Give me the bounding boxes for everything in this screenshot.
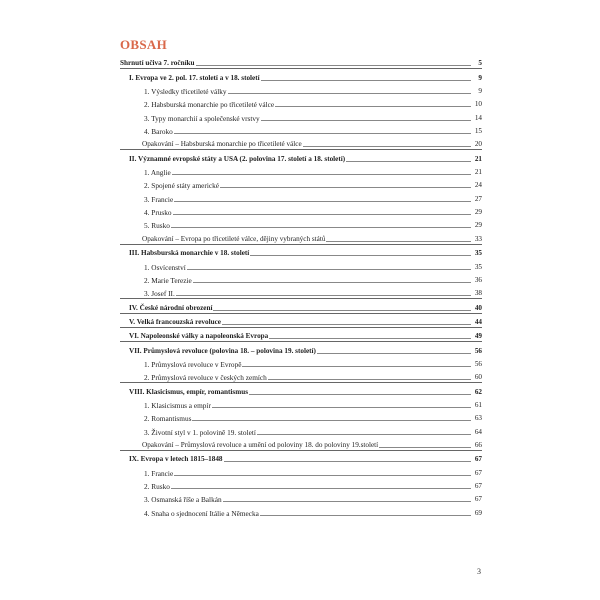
toc-entry: [120, 450, 482, 464]
leader-line: [250, 254, 471, 256]
toc-entry-label: 1. Anglie: [144, 168, 171, 178]
leader-line: [346, 160, 471, 162]
leader-line: [172, 173, 471, 175]
leader-line: [174, 474, 471, 476]
leader-line: [174, 132, 471, 134]
toc-entry-page: 67: [474, 495, 482, 504]
toc-entry-label: 1. Výsledky třicetileté války: [144, 87, 227, 97]
leader-line: [326, 240, 471, 242]
leader-line: [275, 105, 471, 107]
toc-entry-page: 24: [474, 181, 482, 190]
toc-entry-page: 33: [474, 234, 482, 243]
leader-line: [317, 352, 471, 354]
toc-entry-page: 21: [474, 154, 482, 163]
toc-entry-page: 21: [474, 168, 482, 177]
toc-entry-page: 66: [474, 440, 482, 449]
toc-entry: [120, 244, 482, 258]
toc-entry: [120, 397, 482, 410]
toc-entry-page: 20: [474, 140, 482, 149]
leader-line: [261, 79, 471, 81]
toc-entry-page: 10: [474, 100, 482, 109]
leader-line: [224, 460, 471, 462]
leader-line: [192, 419, 471, 421]
toc-entry-page: 35: [474, 262, 482, 271]
leader-line: [212, 406, 471, 408]
toc-entry-page: 56: [474, 359, 482, 368]
toc-entry-label: 3. Životní styl v 1. polovině 19. století: [144, 427, 256, 437]
leader-line: [261, 119, 471, 121]
toc-entry: [120, 437, 482, 450]
toc-entry-label: 1. Francie: [144, 468, 174, 478]
toc-entry-page: 14: [474, 113, 482, 122]
toc-entry-label: 3. Typy monarchií a společenské vrstvy: [144, 113, 260, 123]
leader-line: [173, 213, 471, 215]
toc-entry: [120, 327, 482, 341]
page-title: OBSAH: [120, 37, 168, 52]
toc-entry-label: II. Významné evropské státy a USA (2. polovina 17. století a 18. století): [129, 154, 346, 163]
toc-entry-label: Opakování – Evropa po třicetileté válce, dějiny vybraných států: [142, 234, 326, 243]
toc-entry-label: 1. Průmyslová revoluce v Evropě: [144, 359, 242, 369]
leader-line: [379, 446, 471, 448]
toc-entry-page: 67: [474, 468, 482, 477]
toc-entry-label: VII. Průmyslová revoluce (polovina 18. – polovina 19. století): [129, 346, 316, 355]
toc-entry: [120, 341, 482, 355]
toc-entry-label: Opakování – Habsburská monarchie po třicetileté válce: [142, 140, 302, 149]
leader-line: [220, 186, 471, 188]
toc-entry-label: VIII. Klasicismus, empír, romantismus: [129, 387, 249, 396]
toc-entry: [120, 230, 482, 243]
toc-entry-page: 67: [474, 482, 482, 490]
toc-entry-label: 2. Spojené státy americké: [144, 181, 219, 191]
toc-entry: [120, 298, 482, 312]
toc-entry-label: 4. Prusko: [144, 208, 172, 218]
toc-entry: [120, 285, 482, 298]
page-number: 3: [477, 567, 481, 576]
toc-entry-label: 2. Marie Terezie: [144, 275, 192, 285]
toc-entry-label: IV. České národní obrození: [129, 303, 213, 312]
leader-line: [171, 226, 471, 228]
toc-entry: [120, 204, 482, 217]
toc-entry: [120, 149, 482, 163]
leader-line: [213, 309, 471, 311]
toc-entry-page: 62: [474, 387, 482, 396]
leader-line: [222, 323, 471, 325]
toc-entry-label: Opakování – Průmyslová revoluce a umění od poloviny 18. do poloviny 19.století: [142, 440, 379, 449]
toc-entry: [120, 83, 482, 96]
toc-entry-label: VI. Napoleonské války a napoleonská Evropa: [129, 332, 269, 341]
toc-entry: [120, 369, 482, 382]
leader-line: [228, 92, 471, 94]
leader-line: [196, 64, 471, 66]
leader-line: [193, 281, 471, 283]
leader-line: [303, 145, 471, 147]
toc-entry: [120, 491, 482, 504]
toc-entry: [120, 177, 482, 190]
toc-entry-page: 9: [478, 73, 482, 82]
toc-entry: [120, 258, 482, 271]
toc-entry: [120, 96, 482, 109]
toc-entry: [120, 313, 482, 327]
toc-entry-label: 2. Rusko: [144, 482, 170, 491]
toc-entry: [120, 55, 482, 68]
toc-entry: [120, 109, 482, 122]
table-of-contents: [120, 55, 482, 518]
toc-entry-label: 3. Josef II.: [144, 289, 175, 299]
toc-entry: [120, 217, 482, 230]
leader-line: [249, 393, 471, 395]
toc-entry-page: 29: [474, 221, 482, 230]
leader-line: [257, 433, 471, 435]
leader-line: [171, 487, 471, 489]
leader-line: [242, 365, 471, 367]
toc-entry: [120, 504, 482, 517]
toc-entry-page: 15: [474, 127, 482, 136]
toc-entry: [120, 382, 482, 396]
toc-entry-label: 2. Habsburská monarchie po třicetileté válce: [144, 100, 275, 110]
toc-entry: [120, 136, 482, 149]
toc-entry: [120, 478, 482, 491]
toc-entry-page: 36: [474, 275, 482, 284]
toc-entry-page: 60: [474, 373, 482, 382]
toc-entry: [120, 68, 482, 82]
toc-entry-label: 4. Baroko: [144, 127, 173, 137]
toc-entry-page: 29: [474, 208, 482, 217]
toc-entry-page: 38: [474, 289, 482, 298]
toc-entry-page: 9: [478, 87, 482, 96]
toc-entry-page: 63: [474, 414, 482, 423]
toc-entry-page: 67: [474, 455, 482, 464]
toc-entry-label: 1. Klasicismus a empír: [144, 400, 211, 410]
toc-entry-label: IX. Evropa v letech 1815–1848: [129, 455, 223, 464]
toc-entry-label: 5. Rusko: [144, 221, 170, 231]
toc-entry-label: III. Habsburská monarchie v 18. století: [129, 249, 250, 258]
toc-entry: [120, 423, 482, 436]
toc-entry-label: V. Velká francouzská revoluce: [129, 317, 221, 326]
toc-entry-label: 2. Romantismus: [144, 414, 192, 424]
toc-entry-page: 5: [478, 59, 482, 68]
toc-entry-page: 56: [474, 346, 482, 355]
leader-line: [174, 200, 471, 202]
toc-entry: [120, 356, 482, 369]
toc-entry-page: 44: [474, 317, 482, 326]
toc-entry: [120, 272, 482, 285]
leader-line: [269, 337, 471, 339]
toc-entry-page: 40: [474, 303, 482, 312]
leader-line: [176, 294, 471, 296]
toc-entry-label: 3. Francie: [144, 194, 174, 204]
toc-entry-page: 64: [474, 427, 482, 436]
toc-entry-page: 27: [474, 194, 482, 203]
toc-entry-label: 1. Osvícenství: [144, 262, 186, 272]
toc-entry: [120, 164, 482, 177]
toc-entry: [120, 190, 482, 203]
toc-entry-label: Shrnutí učiva 7. ročníku: [120, 59, 195, 68]
toc-entry: [120, 464, 482, 477]
toc-entry-label: 2. Průmyslová revoluce v českých zemích: [144, 373, 267, 383]
toc-entry-page: 35: [474, 249, 482, 258]
toc-entry-page: 69: [474, 508, 482, 517]
leader-line: [187, 268, 471, 270]
toc-entry-label: I. Evropa ve 2. pol. 17. století a v 18. století: [129, 73, 260, 82]
toc-entry: [120, 410, 482, 423]
leader-line: [268, 378, 471, 380]
toc-entry-page: 49: [474, 332, 482, 341]
toc-entry-label: 4. Snaha o sjednocení Itálie a Německa: [144, 508, 259, 518]
leader-line: [223, 500, 471, 502]
leader-line: [260, 514, 471, 516]
toc-entry-page: 61: [474, 400, 482, 409]
toc-entry-label: 3. Osmanská říše a Balkán: [144, 495, 222, 505]
toc-entry: [120, 123, 482, 136]
